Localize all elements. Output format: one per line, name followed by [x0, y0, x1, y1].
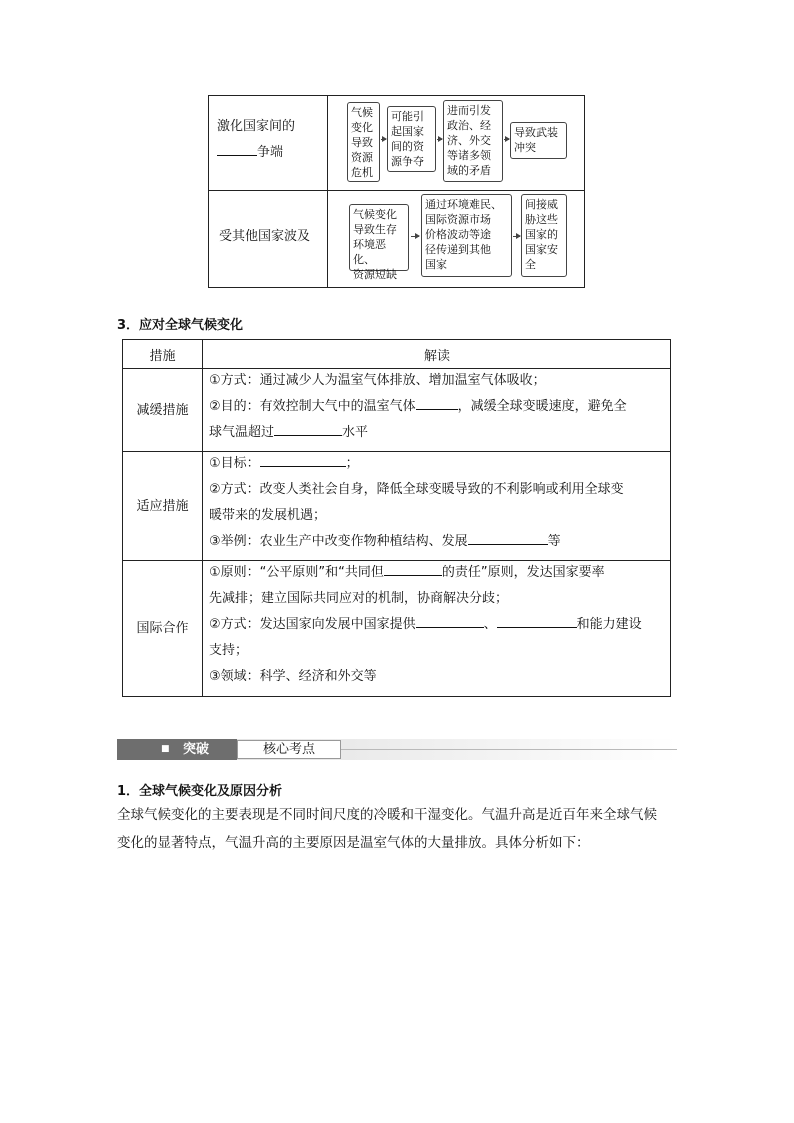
step-line: 气候变化	[353, 208, 397, 221]
detail-text: ②目的：有效控制大气中的温室气体	[209, 399, 416, 414]
detail-text: ；	[345, 456, 359, 471]
detail-line	[209, 451, 667, 477]
step-line: 政治、经	[447, 119, 491, 132]
table-divider	[209, 190, 584, 191]
row-label: 受其他国家波及	[219, 229, 311, 244]
measure-detail	[209, 560, 667, 690]
flow-step	[443, 100, 503, 182]
detail-text: 的责任”原则，发达国家要率	[441, 565, 605, 580]
detail-text: 等	[547, 534, 561, 549]
detail-line: ③领域：科学、经济和外交等	[209, 669, 377, 684]
step-line: 导致	[351, 136, 373, 149]
banner-left-label: 突破	[183, 742, 210, 757]
detail-text: ③举例：农业生产中改变作物种植结构、发展	[209, 534, 468, 549]
detail-text: ②方式：发达国家向发展中国家提供	[209, 617, 416, 632]
section-banner	[117, 739, 677, 760]
step-line: 等诸多领	[447, 149, 491, 162]
detail-text: ，减缓全球变暖速度，避免全	[457, 399, 627, 414]
square-icon: ■	[161, 744, 170, 754]
step-line: 导致武装	[514, 126, 558, 139]
detail-line	[209, 394, 667, 420]
step-line: 间接威	[525, 198, 558, 211]
table-header: 措施	[149, 349, 176, 364]
row-label-line: 激化国家间的	[217, 119, 296, 134]
flow-table	[208, 95, 585, 288]
measure-detail	[209, 368, 667, 446]
step-line: 通过环境难民、	[425, 198, 502, 211]
body-paragraph	[117, 801, 679, 857]
flow-step	[387, 106, 436, 172]
step-line: 气候	[351, 106, 373, 119]
step-line: 径传递到其他	[425, 243, 491, 256]
detail-line	[209, 529, 667, 555]
answer-blank	[260, 452, 346, 467]
detail-line	[209, 420, 667, 446]
flow-step	[510, 122, 567, 159]
step-line: 国家	[425, 258, 447, 271]
banner-left	[117, 739, 237, 760]
detail-text: ①原则：“公平原则”和“共同但	[209, 565, 384, 580]
detail-text: 和能力建设	[576, 617, 642, 632]
step-line: 间的资	[391, 140, 424, 153]
answer-blank	[497, 613, 577, 628]
detail-line: ②方式：改变人类社会自身，降低全球变暖导致的不利影响或利用全球变	[209, 482, 624, 497]
arrow-icon	[411, 236, 419, 237]
table-header: 解读	[423, 349, 450, 364]
paragraph-line: 全球气候变化的主要表现是不同时间尺度的冷暖和干湿变化。气温升高是近百年来全球气候	[117, 807, 657, 823]
step-line: 环境恶化、	[353, 238, 386, 266]
arrow-icon	[381, 139, 386, 140]
detail-text: ①目标：	[209, 456, 260, 471]
step-line: 进而引发	[447, 104, 491, 117]
detail-text: 水平	[342, 425, 369, 440]
step-line: 胁这些	[525, 213, 558, 226]
detail-text: 球气温超过	[209, 425, 275, 440]
step-line: 导致生存	[353, 223, 397, 236]
step-line: 国际资源市场	[425, 213, 491, 226]
flow-step	[421, 194, 512, 277]
section-heading: 3．应对全球气候变化	[117, 318, 244, 333]
answer-blank	[274, 421, 342, 436]
section-heading: 1．全球气候变化及原因分析	[117, 784, 283, 799]
step-line: 资源短缺	[353, 268, 397, 281]
arrow-icon	[437, 139, 442, 140]
table-divider	[327, 96, 328, 287]
step-line: 国家安	[525, 243, 558, 256]
measure-detail	[209, 451, 667, 555]
step-line: 价格波动等途	[425, 228, 491, 241]
banner-right-label: 核心考点	[237, 740, 341, 759]
flow-step	[347, 102, 380, 182]
step-line: 变化	[351, 121, 373, 134]
arrow-icon	[513, 236, 520, 237]
table-divider	[202, 340, 203, 696]
step-line: 域的矛盾	[447, 164, 491, 177]
answer-blank	[416, 395, 458, 410]
detail-text: 、	[483, 617, 497, 632]
detail-line: 先减排；建立国际共同应对的机制，协商解决分歧；	[209, 591, 509, 606]
step-line: 济、外交	[447, 134, 491, 147]
step-line: 起国家	[391, 125, 424, 138]
detail-line	[209, 560, 667, 586]
measures-table	[122, 339, 671, 697]
answer-blank	[217, 141, 257, 156]
row-label	[217, 114, 295, 166]
measure-name: 减缓措施	[136, 403, 189, 418]
measure-name: 适应措施	[136, 499, 189, 514]
banner-rule	[341, 749, 677, 750]
step-line: 国家的	[525, 228, 558, 241]
step-line: 冲突	[514, 141, 536, 154]
flow-step	[349, 204, 409, 281]
row-label-text: 争端	[257, 145, 284, 160]
answer-blank	[416, 613, 484, 628]
measure-name: 国际合作	[136, 621, 189, 636]
step-line: 源争夺	[391, 155, 424, 168]
arrow-icon	[504, 139, 509, 140]
step-line: 可能引	[391, 110, 424, 123]
step-line: 全	[525, 258, 536, 271]
detail-line: 暖带来的发展机遇；	[209, 508, 327, 523]
row-label-line	[217, 140, 295, 166]
answer-blank	[384, 561, 442, 576]
answer-blank	[468, 530, 548, 545]
detail-line: 支持；	[209, 643, 249, 658]
step-line: 危机	[351, 166, 373, 179]
paragraph-line: 变化的显著特点，气温升高的主要原因是温室气体的大量排放。具体分析如下：	[117, 835, 590, 851]
flow-step	[521, 194, 567, 277]
step-line: 资源	[351, 151, 373, 164]
detail-line	[209, 612, 667, 638]
detail-line: ①方式：通过减少人为温室气体排放、增加温室气体吸收；	[209, 373, 546, 388]
